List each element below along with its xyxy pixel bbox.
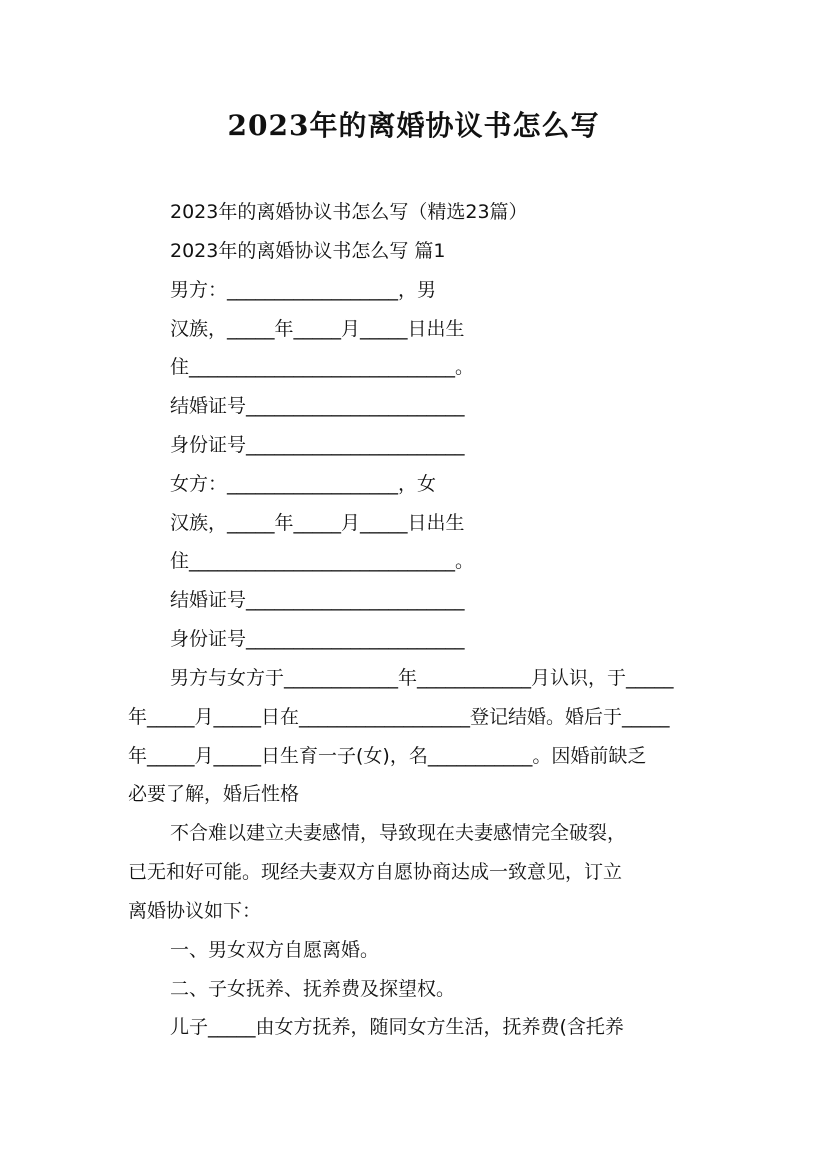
section-heading: 2023年的离婚协议书怎么写 篇1 (170, 240, 446, 262)
male-party-line: 男方：__________________，男 (170, 279, 437, 301)
paragraph1-line2: 年_____月_____日在__________________登记结婚。婚后于_____ (128, 706, 670, 728)
paragraph1-line3: 年_____月_____日生育一子(女)，名___________。因婚前缺乏 (128, 745, 647, 767)
female-marriage-cert-line: 结婚证号_______________________ (170, 589, 465, 611)
paragraph2-line2: 已无和好可能。现经夫妻双方自愿协商达成一致意见，订立 (128, 861, 623, 883)
paragraph2-line1: 不合难以建立夫妻感情，导致现在夫妻感情完全破裂， (170, 822, 627, 844)
paragraph1-line1: 男方与女方于____________年____________月认识，于_____ (170, 667, 674, 689)
clause-2-detail: 儿子_____由女方抚养，随同女方生活，抚养费(含托养 (170, 1016, 624, 1038)
male-id-line: 身份证号_______________________ (170, 434, 465, 456)
female-id-line: 身份证号_______________________ (170, 628, 465, 650)
female-party-line: 女方：__________________，女 (170, 473, 437, 495)
male-address-line: 住____________________________。 (170, 356, 475, 378)
female-address-line: 住____________________________。 (170, 550, 475, 572)
document-title: 2023年的离婚协议书怎么写 (227, 109, 600, 142)
clause-1: 一、男女双方自愿离婚。 (170, 939, 380, 961)
paragraph2-line3: 离婚协议如下： (128, 900, 262, 922)
paragraph1-line4: 必要了解，婚后性格 (128, 783, 300, 805)
document-subtitle: 2023年的离婚协议书怎么写（精选23篇） (170, 201, 528, 223)
male-marriage-cert-line: 结婚证号_______________________ (170, 395, 465, 417)
male-birth-line: 汉族，_____年_____月_____日出生 (170, 318, 465, 340)
clause-2: 二、子女抚养、抚养费及探望权。 (170, 978, 456, 1000)
female-birth-line: 汉族，_____年_____月_____日出生 (170, 512, 465, 534)
